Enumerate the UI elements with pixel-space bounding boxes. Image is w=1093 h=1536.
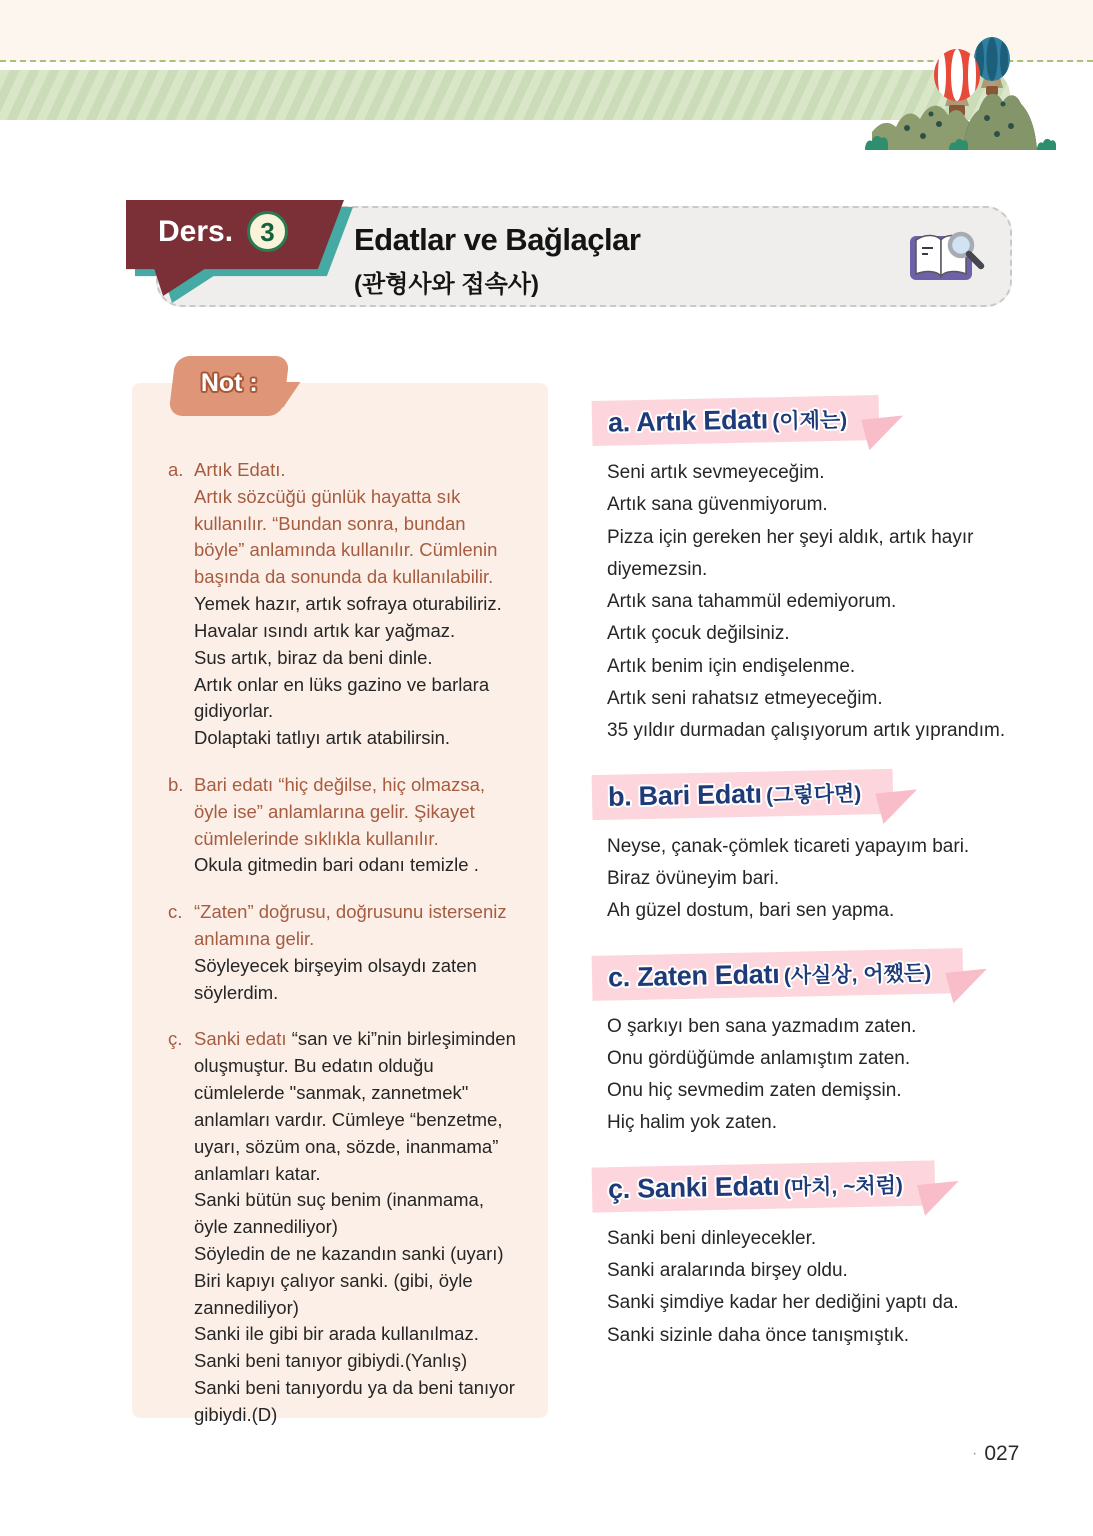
example-sentence: Artık seni rahatsız etmeyeceğim. [607, 688, 883, 710]
note-lead: Artık Edatı. [194, 459, 286, 480]
note-content [168, 457, 520, 1449]
example-sentence: 35 yıldır durmadan çalışıyorum artık yıprandım. [607, 720, 1006, 742]
ribbon-fold-icon [945, 968, 988, 1003]
note-example: Okula gitmedin bari odanı temizle . [194, 854, 479, 876]
ribbon-fold-icon [917, 1181, 960, 1216]
section-title: ç. Sanki Edatı [607, 1170, 780, 1205]
example-sentence: Sanki aralarında birşey oldu. [607, 1260, 848, 1282]
page-number [972, 1442, 1019, 1466]
book-magnifier-icon [908, 228, 988, 288]
note-example: Sanki ile gibi bir arada kullanılmaz. [194, 1323, 479, 1345]
ribbon-fold-icon [875, 789, 918, 824]
sections-column [592, 398, 1042, 1376]
section-title-korean: (사실상, 어쨌든) [783, 961, 932, 988]
note-example: Havalar ısındı artık kar yağmaz. [194, 619, 456, 641]
teal-balloon-icon [974, 37, 1010, 95]
example-sentence: Artık çocuk değilsiniz. [607, 623, 790, 645]
section-banner [592, 769, 894, 820]
page-number-dot: · [972, 1445, 978, 1462]
section-zaten-edati [592, 952, 1042, 1140]
lesson-label: Ders. [158, 215, 234, 248]
section-artik-edati [592, 398, 1042, 748]
section-banner [592, 395, 880, 446]
section-sanki-edati [592, 1164, 1042, 1352]
example-sentence: Artık benim için endişelenme. [607, 655, 856, 677]
example-sentence: Sanki sizinle daha önce tanışmıştık. [607, 1324, 910, 1346]
example-list [592, 1223, 1042, 1352]
page-subtitle-korean: (관형사와 접속사) [354, 271, 539, 298]
example-sentence: O şarkıyı ben sana yazmadım zaten. [607, 1015, 917, 1037]
example-sentence: Ah güzel dostum, bari sen yapma. [607, 900, 895, 922]
note-description: “Zaten” doğrusu, doğrusunu isterseniz anlamına gelir. [194, 901, 507, 949]
example-list [592, 831, 1042, 928]
example-sentence: Pizza için gereken her şeyi aldık, artık hayır diyemezsin. [607, 526, 974, 580]
example-sentence: Biraz övüneyim bari. [607, 867, 780, 889]
note-badge-bubble [168, 356, 289, 416]
example-sentence: Artık sana güvenmiyorum. [607, 494, 828, 516]
note-item-a [168, 457, 520, 752]
example-list [592, 1011, 1042, 1140]
balloons-mountains-illustration [845, 14, 1075, 154]
note-example: Dolaptaki tatlıyı artık atabilirsin. [194, 727, 451, 749]
note-example: Yemek hazır, artık sofraya oturabiliriz. [194, 593, 502, 615]
section-bari-edati [592, 772, 1042, 928]
note-example: Biri kapıyı çalıyor sanki. (gibi, öyle zannediliyor) [194, 1269, 473, 1318]
note-example: Sanki beni tanıyor gibiydi.(Yanlış) [194, 1350, 468, 1372]
note-example: Söyleyecek birşeyim olsaydı zaten söylerdim. [194, 954, 477, 1003]
note-box [132, 369, 548, 1425]
example-sentence: Onu hiç sevmedim zaten demişsin. [607, 1080, 902, 1102]
red-balloon-icon [934, 49, 980, 116]
example-list [592, 457, 1042, 748]
section-title: a. Artık Edatı [607, 404, 769, 438]
note-lead: Sanki edatı [194, 1028, 287, 1050]
page-number-value: 027 [984, 1442, 1020, 1465]
note-example: Sanki bütün suç benim (inanmama, öyle zannediliyor) [194, 1189, 484, 1238]
note-marker: b. [168, 773, 184, 795]
note-description: “san ve ki”nin birleşiminden oluşmuştur. Bu edatın olduğu cümlelerde "sanmak, zannetmek" anlamları vardır. Cümleye “benzetme, uyarı, sözüm ona, sözde, inanmama” anlamları katar. [194, 1028, 516, 1184]
note-example: Artık onlar en lüks gazino ve barlara gidiyorlar. [194, 673, 490, 722]
section-title: b. Bari Edatı [607, 778, 762, 812]
example-sentence: Onu gördüğümde anlamıştım zaten. [607, 1047, 911, 1069]
example-sentence: Neyse, çanak-çömlek ticareti yapayım bari. [607, 835, 970, 857]
section-title-korean: (그렇다면) [765, 782, 862, 808]
ribbon-fold-icon [861, 415, 904, 450]
note-description: Artık sözcüğü günlük hayatta sık kullanılır. “Bundan sonra, bundan böyle” anlamında kullanılır. Cümlenin başında da sonunda da kullanılabilir. [194, 485, 498, 588]
example-sentence: Sanki şimdiye kadar her dediğini yaptı da. [607, 1292, 959, 1314]
section-title-korean: (마치, ~처럼) [783, 1173, 904, 1200]
lesson-badge [126, 200, 356, 302]
example-sentence: Seni artık sevmeyeceğim. [607, 462, 825, 483]
note-example: Sanki beni tanıyordu ya da beni tanıyor gibiydi.(D) [194, 1377, 515, 1425]
note-item-b [168, 772, 520, 879]
lesson-number-circle: 3 [247, 211, 288, 252]
section-title-korean: (이제는) [772, 408, 848, 434]
example-sentence: Artık sana tahammül edemiyorum. [607, 591, 897, 613]
example-sentence: Hiç halim yok zaten. [607, 1112, 778, 1134]
section-title: c. Zaten Edatı [607, 958, 780, 993]
example-sentence: Sanki beni dinleyecekler. [607, 1227, 817, 1249]
note-item-c [168, 899, 520, 1006]
page-title: Edatlar ve Bağlaçlar [354, 222, 641, 257]
note-marker: ç. [168, 1028, 183, 1050]
section-banner [592, 948, 964, 1001]
note-description: Bari edatı “hiç değilse, hiç olmazsa, öyle ise” anlamlarına gelir. Şikayet cümlelerinde sıklıkla kullanılır. [194, 773, 485, 849]
note-marker: c. [168, 901, 183, 923]
section-banner [592, 1160, 936, 1212]
note-marker: a. [168, 459, 184, 480]
note-example: Söyledin de ne kazandın sanki (uyarı) [194, 1242, 504, 1264]
note-item-cedilla [168, 1026, 520, 1428]
note-badge-label: Not : [200, 369, 258, 397]
note-example: Sus artık, biraz da beni dinle. [194, 646, 433, 668]
